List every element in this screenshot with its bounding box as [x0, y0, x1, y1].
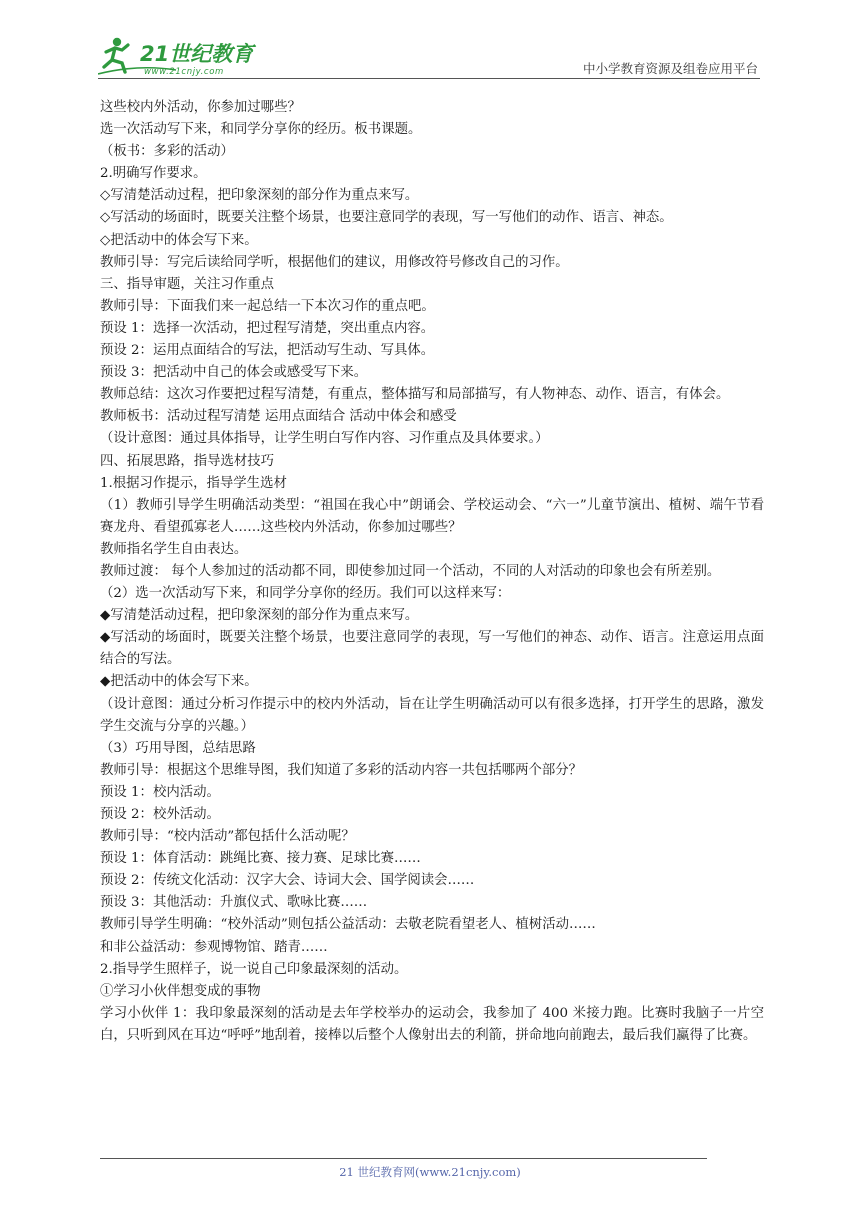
text-line: 教师板书：活动过程写清楚 运用点面结合 活动中体会和感受	[100, 409, 457, 425]
text-line: 2.指导学生照样子，说一说自己印象最深刻的活动。	[100, 961, 408, 977]
footer-source: 21 世纪教育网(www.21cnjy.com)	[339, 1165, 521, 1179]
text-line: 预设 3：把活动中自己的体会或感受写下来。	[100, 365, 368, 381]
text-line: 四、拓展思路，指导选材技巧	[100, 453, 275, 469]
text-line: ◇写活动的场面时，既要关注整个场景，也要注意同学的表现，写一写他们的动作、语言、神态。	[100, 210, 673, 226]
paragraph: 教师过渡： 每个人参加过的活动都不同，即使参加过同一个活动，不同的人对活动的印象也会有所差别。	[100, 563, 721, 579]
text-line: 预设 1：选择一次活动，把过程写清楚，突出重点内容。	[100, 320, 435, 336]
text-line: 三、指导审题，关注习作重点	[100, 276, 275, 292]
text-line: 2.明确写作要求。	[100, 166, 207, 182]
text-line: 和非公益活动：参观博物馆、踏青……	[100, 939, 328, 955]
text-line: ◆写清楚活动过程，把印象深刻的部分作为重点来写。	[100, 608, 419, 624]
text-line: 预设 2：校外活动。	[100, 807, 220, 822]
paragraph: （1）教师引导学生明确活动类型：“祖国在我心中”朗诵会、学校运动会、“六一”儿童节演出、植树、端午节看赛龙舟、看望孤寡老人……这些校内外活动，你参加过哪些？	[100, 497, 764, 535]
text-line: 教师引导：写完后读给同学听，根据他们的建议，用修改符号修改自己的习作。	[100, 254, 569, 270]
svg-text:www.21cnjy.com: www.21cnjy.com	[144, 67, 224, 77]
text-line: 预设 2：传统文化活动：汉字大会、诗词大会、国学阅读会……	[100, 873, 475, 889]
text-line: 这些校内外活动，你参加过哪些？	[100, 100, 301, 115]
text-line: 预设 2：运用点面结合的写法，把活动写生动、写具体。	[100, 343, 435, 359]
text-line: 教师引导：下面我们来一起总结一下本次习作的重点吧。	[100, 298, 435, 314]
text-line: 教师引导：“校内活动”都包括什么活动呢？	[100, 829, 355, 845]
header-divider	[98, 78, 760, 79]
document-body	[100, 97, 764, 1047]
paragraph: （设计意图：通过分析习作提示中的校内外活动，旨在让学生明确活动可以有很多选择，打开学生的思路，激发学生交流与分享的兴趣。）	[100, 696, 764, 734]
logo-21cnjy	[98, 34, 268, 78]
text-line: 1.根据习作提示，指导学生选材	[100, 475, 287, 491]
page-header	[98, 34, 760, 80]
text-line: ◇写清楚活动过程，把印象深刻的部分作为重点来写。	[100, 188, 419, 204]
svg-text:21世纪教育: 21世纪教育	[140, 42, 254, 66]
paragraph: ◆写活动的场面时，既要关注整个场景，也要注意同学的表现，写一写他们的神态、动作、语言。注意运用点面结合的写法。	[100, 630, 764, 668]
text-line: 预设 1：体育活动：跳绳比赛、接力赛、足球比赛……	[100, 851, 421, 867]
text-line: 教师引导：根据这个思维导图，我们知道了多彩的活动内容一共包括哪两个部分？	[100, 762, 583, 778]
text-line: （3）巧用导图，总结思路	[100, 740, 256, 756]
text-line: ◇把活动中的体会写下来。	[100, 232, 258, 248]
text-line: 教师引导学生明确：“校外活动”则包括公益活动：去敬老院看望老人、植树活动……	[100, 917, 596, 933]
text-line: 教师指名学生自由表达。	[100, 541, 248, 557]
text-line: （板书：多彩的活动）	[100, 144, 234, 160]
text-line: 预设 1：校内活动。	[100, 784, 220, 800]
text-line: （2）选一次活动写下来，和同学分享你的经历。我们可以这样来写：	[100, 586, 511, 602]
text-line: ①学习小伙伴想变成的事物	[100, 983, 261, 999]
text-line: （设计意图：通过具体指导，让学生明白写作内容、习作重点及具体要求。）	[100, 431, 549, 447]
platform-label: 中小学教育资源及组卷应用平台	[582, 61, 758, 76]
footer-divider	[100, 1158, 707, 1159]
text-line: 选一次活动写下来，和同学分享你的经历。板书课题。	[100, 122, 422, 138]
paragraph: 学习小伙伴 1：我印象最深刻的活动是去年学校举办的运动会，我参加了 400 米接力跑。比赛时我脑子一片空白，只听到风在耳边“呼呼”地刮着，接棒以后整个人像射出去的利箭，拼命地向前跑去，最后我们赢得了比赛。	[100, 1005, 764, 1043]
text-line: 预设 3：其他活动：升旗仪式、歌咏比赛……	[100, 895, 368, 911]
paragraph: 教师总结：这次习作要把过程写清楚，有重点，整体描写和局部描写，有人物神态、动作、语言，有体会。	[100, 387, 730, 403]
text-line: ◆把活动中的体会写下来。	[100, 674, 258, 690]
